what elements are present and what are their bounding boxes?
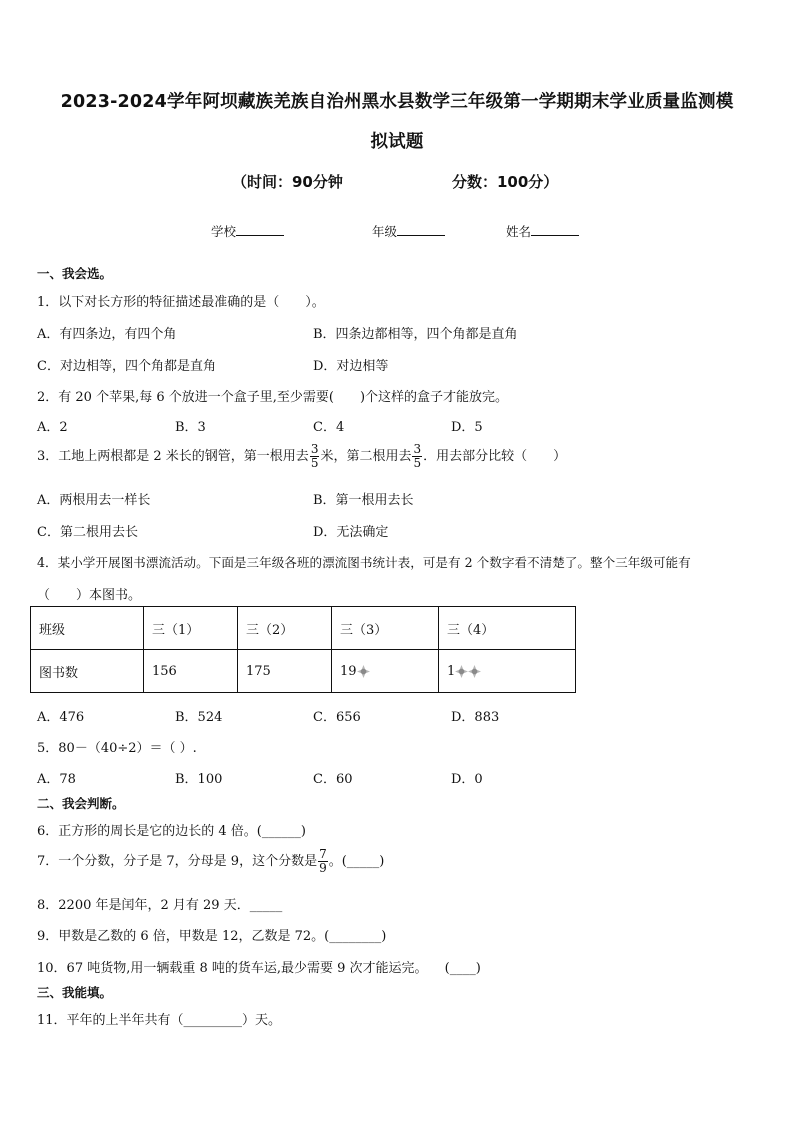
- question-1-stem: 1．以下对长方形的特征描述最准确的是（ ）。: [37, 295, 325, 310]
- q4-option-c[interactable]: C．656: [313, 710, 361, 725]
- question-2-stem: 2．有 20 个苹果,每 6 个放进一个盒子里,至少需要( )个这样的盒子才能放完。: [37, 390, 509, 405]
- question-3-stem: [37, 443, 566, 470]
- q3-frac1-denominator: 5: [310, 456, 319, 470]
- table-header-cell: 三（1）: [144, 607, 238, 650]
- q3-stem-part2: 米，第二根用去: [320, 449, 412, 464]
- section-heading-2: 二、我会判断。: [37, 796, 125, 811]
- smudged-digits: 1: [447, 663, 456, 679]
- q3-fraction-2: [412, 443, 422, 470]
- section-heading-1: 一、我会选。: [37, 266, 113, 281]
- exam-time: （时间：90分钟: [232, 173, 343, 191]
- q1-option-a[interactable]: A．有四条边，有四个角: [37, 327, 177, 342]
- school-field: [211, 222, 284, 240]
- q1-option-d[interactable]: D．对边相等: [313, 359, 389, 374]
- grade-field: [372, 222, 445, 240]
- exam-score: 分数：100分）: [452, 173, 559, 191]
- q3-option-b[interactable]: B．第一根用去长: [313, 493, 414, 508]
- q4-option-b[interactable]: B．524: [175, 710, 223, 725]
- table-cell-smudged: [332, 650, 439, 693]
- table-header-cell: 三（4）: [439, 607, 576, 650]
- question-8-stem[interactable]: 8．2200 年是闰年，2 月有 29 天．_____: [37, 898, 283, 913]
- question-4-stem-line1: 4．某小学开展图书漂流活动。下面是三年级各班的漂流图书统计表，可是有 2 个数字看不清楚了。整个三年级可能有: [37, 555, 691, 570]
- q2-option-a[interactable]: A．2: [37, 420, 68, 435]
- q4-option-d[interactable]: D．883: [451, 710, 500, 725]
- q7-stem-part1: 7．一个分数，分子是 7，分母是 9，这个分数是: [37, 854, 318, 869]
- q5-option-d[interactable]: D．0: [451, 772, 483, 787]
- q7-fraction: [318, 848, 328, 875]
- q3-option-d[interactable]: D．无法确定: [313, 525, 389, 540]
- q2-option-c[interactable]: C．4: [313, 420, 345, 435]
- smudge-icon: [468, 665, 481, 678]
- table-header-cell: 三（3）: [332, 607, 439, 650]
- q7-stem-part2: 。(_____): [328, 854, 385, 869]
- table-header-cell: 三（2）: [238, 607, 332, 650]
- smudge-icon: [357, 665, 370, 678]
- q7-frac-numerator: 7: [319, 847, 327, 861]
- table-cell-smudged: [439, 650, 576, 693]
- smudge-icon: [455, 665, 468, 678]
- name-field: [506, 222, 579, 240]
- smudged-digits: 19: [340, 663, 357, 679]
- q3-stem-part3: ．用去部分比较（ ）: [423, 449, 567, 464]
- section-heading-3: 三、我能填。: [37, 985, 113, 1000]
- grade-blank[interactable]: [397, 223, 445, 236]
- school-label: 学校: [211, 224, 237, 239]
- question-4-stem-line2: （ ）本图书。: [37, 588, 142, 603]
- q3-frac1-numerator: 3: [310, 442, 319, 456]
- q5-option-b[interactable]: B．100: [175, 772, 223, 787]
- q1-option-b[interactable]: B．四条边都相等，四个角都是直角: [313, 327, 518, 342]
- q5-option-a[interactable]: A．78: [37, 772, 76, 787]
- name-blank[interactable]: [531, 223, 579, 236]
- q2-option-b[interactable]: B．3: [175, 420, 206, 435]
- table-cell: 175: [238, 650, 332, 693]
- table-header-cell: 班级: [31, 607, 144, 650]
- exam-title-line2: 拟试题: [370, 132, 424, 152]
- q3-option-c[interactable]: C．第二根用去长: [37, 525, 138, 540]
- q1-option-c[interactable]: C．对边相等，四个角都是直角: [37, 359, 216, 374]
- name-label: 姓名: [506, 224, 532, 239]
- table-header-row: [31, 607, 576, 650]
- q3-option-a[interactable]: A．两根用去一样长: [37, 493, 151, 508]
- q3-frac2-numerator: 3: [413, 442, 422, 456]
- q2-option-d[interactable]: D．5: [451, 420, 483, 435]
- q3-frac2-denominator: 5: [413, 456, 422, 470]
- q5-option-c[interactable]: C．60: [313, 772, 353, 787]
- table-cell: 156: [144, 650, 238, 693]
- q3-fraction-1: [310, 443, 320, 470]
- table-row-label: 图书数: [31, 650, 144, 693]
- question-9-stem[interactable]: 9．甲数是乙数的 6 倍，甲数是 12，乙数是 72。(________): [37, 929, 387, 944]
- question-6-stem[interactable]: 6．正方形的周长是它的边长的 4 倍。(______): [37, 824, 306, 839]
- question-11-stem[interactable]: 11．平年的上半年共有（_________）天。: [37, 1013, 282, 1028]
- question-5-stem: 5．80－（40÷2）＝（ ）.: [37, 741, 197, 756]
- book-count-table: [30, 606, 576, 693]
- question-7-stem[interactable]: [37, 848, 384, 875]
- question-10-stem[interactable]: 10．67 吨货物,用一辆载重 8 吨的货车运,最少需要 9 次才能运完。 (____): [37, 961, 481, 976]
- q7-frac-denominator: 9: [319, 861, 327, 875]
- q3-stem-part1: 3．工地上两根都是 2 米长的钢管，第一根用去: [37, 449, 309, 464]
- school-blank[interactable]: [236, 223, 284, 236]
- q4-option-a[interactable]: A．476: [37, 710, 85, 725]
- table-row: [31, 650, 576, 693]
- grade-label: 年级: [372, 224, 398, 239]
- exam-title-line1: 2023-2024学年阿坝藏族羌族自治州黑水县数学三年级第一学期期末学业质量监测模: [60, 92, 734, 112]
